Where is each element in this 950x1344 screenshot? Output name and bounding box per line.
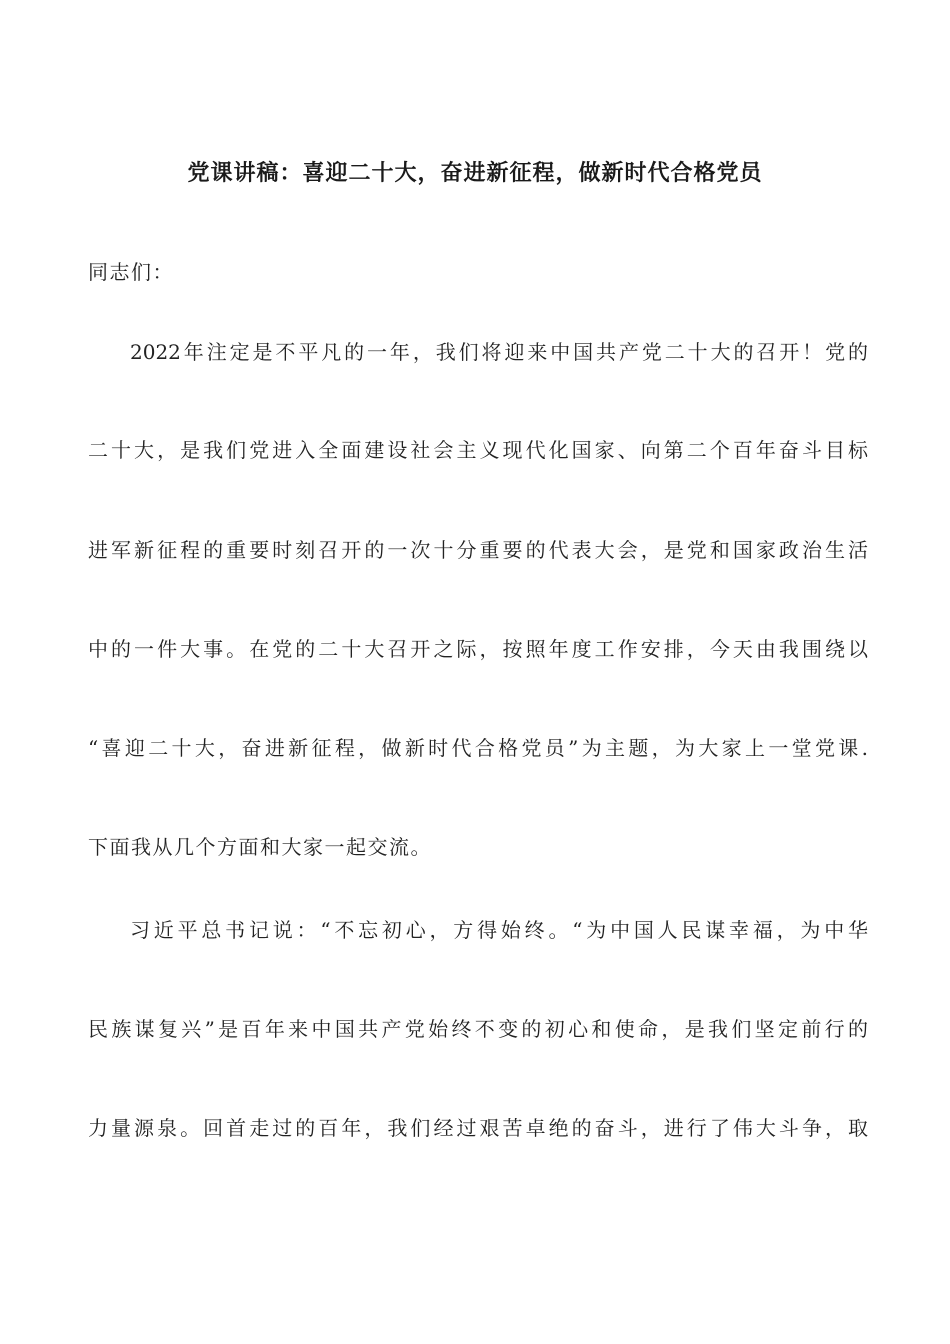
paragraph-line: “喜迎二十大，奋进新征程，做新时代合格党员”为主题，为大家上一堂党课. (88, 736, 868, 760)
paragraph-line: 下面我从几个方面和大家一起交流。 (88, 835, 432, 859)
salutation: 同志们： (88, 260, 174, 284)
paragraph-line: 2022年注定是不平凡的一年，我们将迎来中国共产党二十大的召开！党的 (130, 340, 868, 364)
document-title: 党课讲稿：喜迎二十大，奋进新征程，做新时代合格党员 (187, 161, 763, 186)
paragraph-line: 民族谋复兴”是百年来中国共产党始终不变的初心和使命，是我们坚定前行的 (88, 1017, 868, 1041)
paragraph-line: 习近平总书记说：“不忘初心，方得始终。“为中国人民谋幸福，为中华 (130, 918, 868, 942)
paragraph-line: 二十大，是我们党进入全面建设社会主义现代化国家、向第二个百年奋斗目标 (88, 438, 868, 462)
paragraph-line: 进军新征程的重要时刻召开的一次十分重要的代表大会，是党和国家政治生活 (88, 538, 868, 562)
paragraph-line: 力量源泉。回首走过的百年，我们经过艰苦卓绝的奋斗，进行了伟大斗争，取 (88, 1116, 868, 1140)
paragraph-line: 中的一件大事。在党的二十大召开之际，按照年度工作安排，今天由我围绕以 (88, 637, 868, 661)
